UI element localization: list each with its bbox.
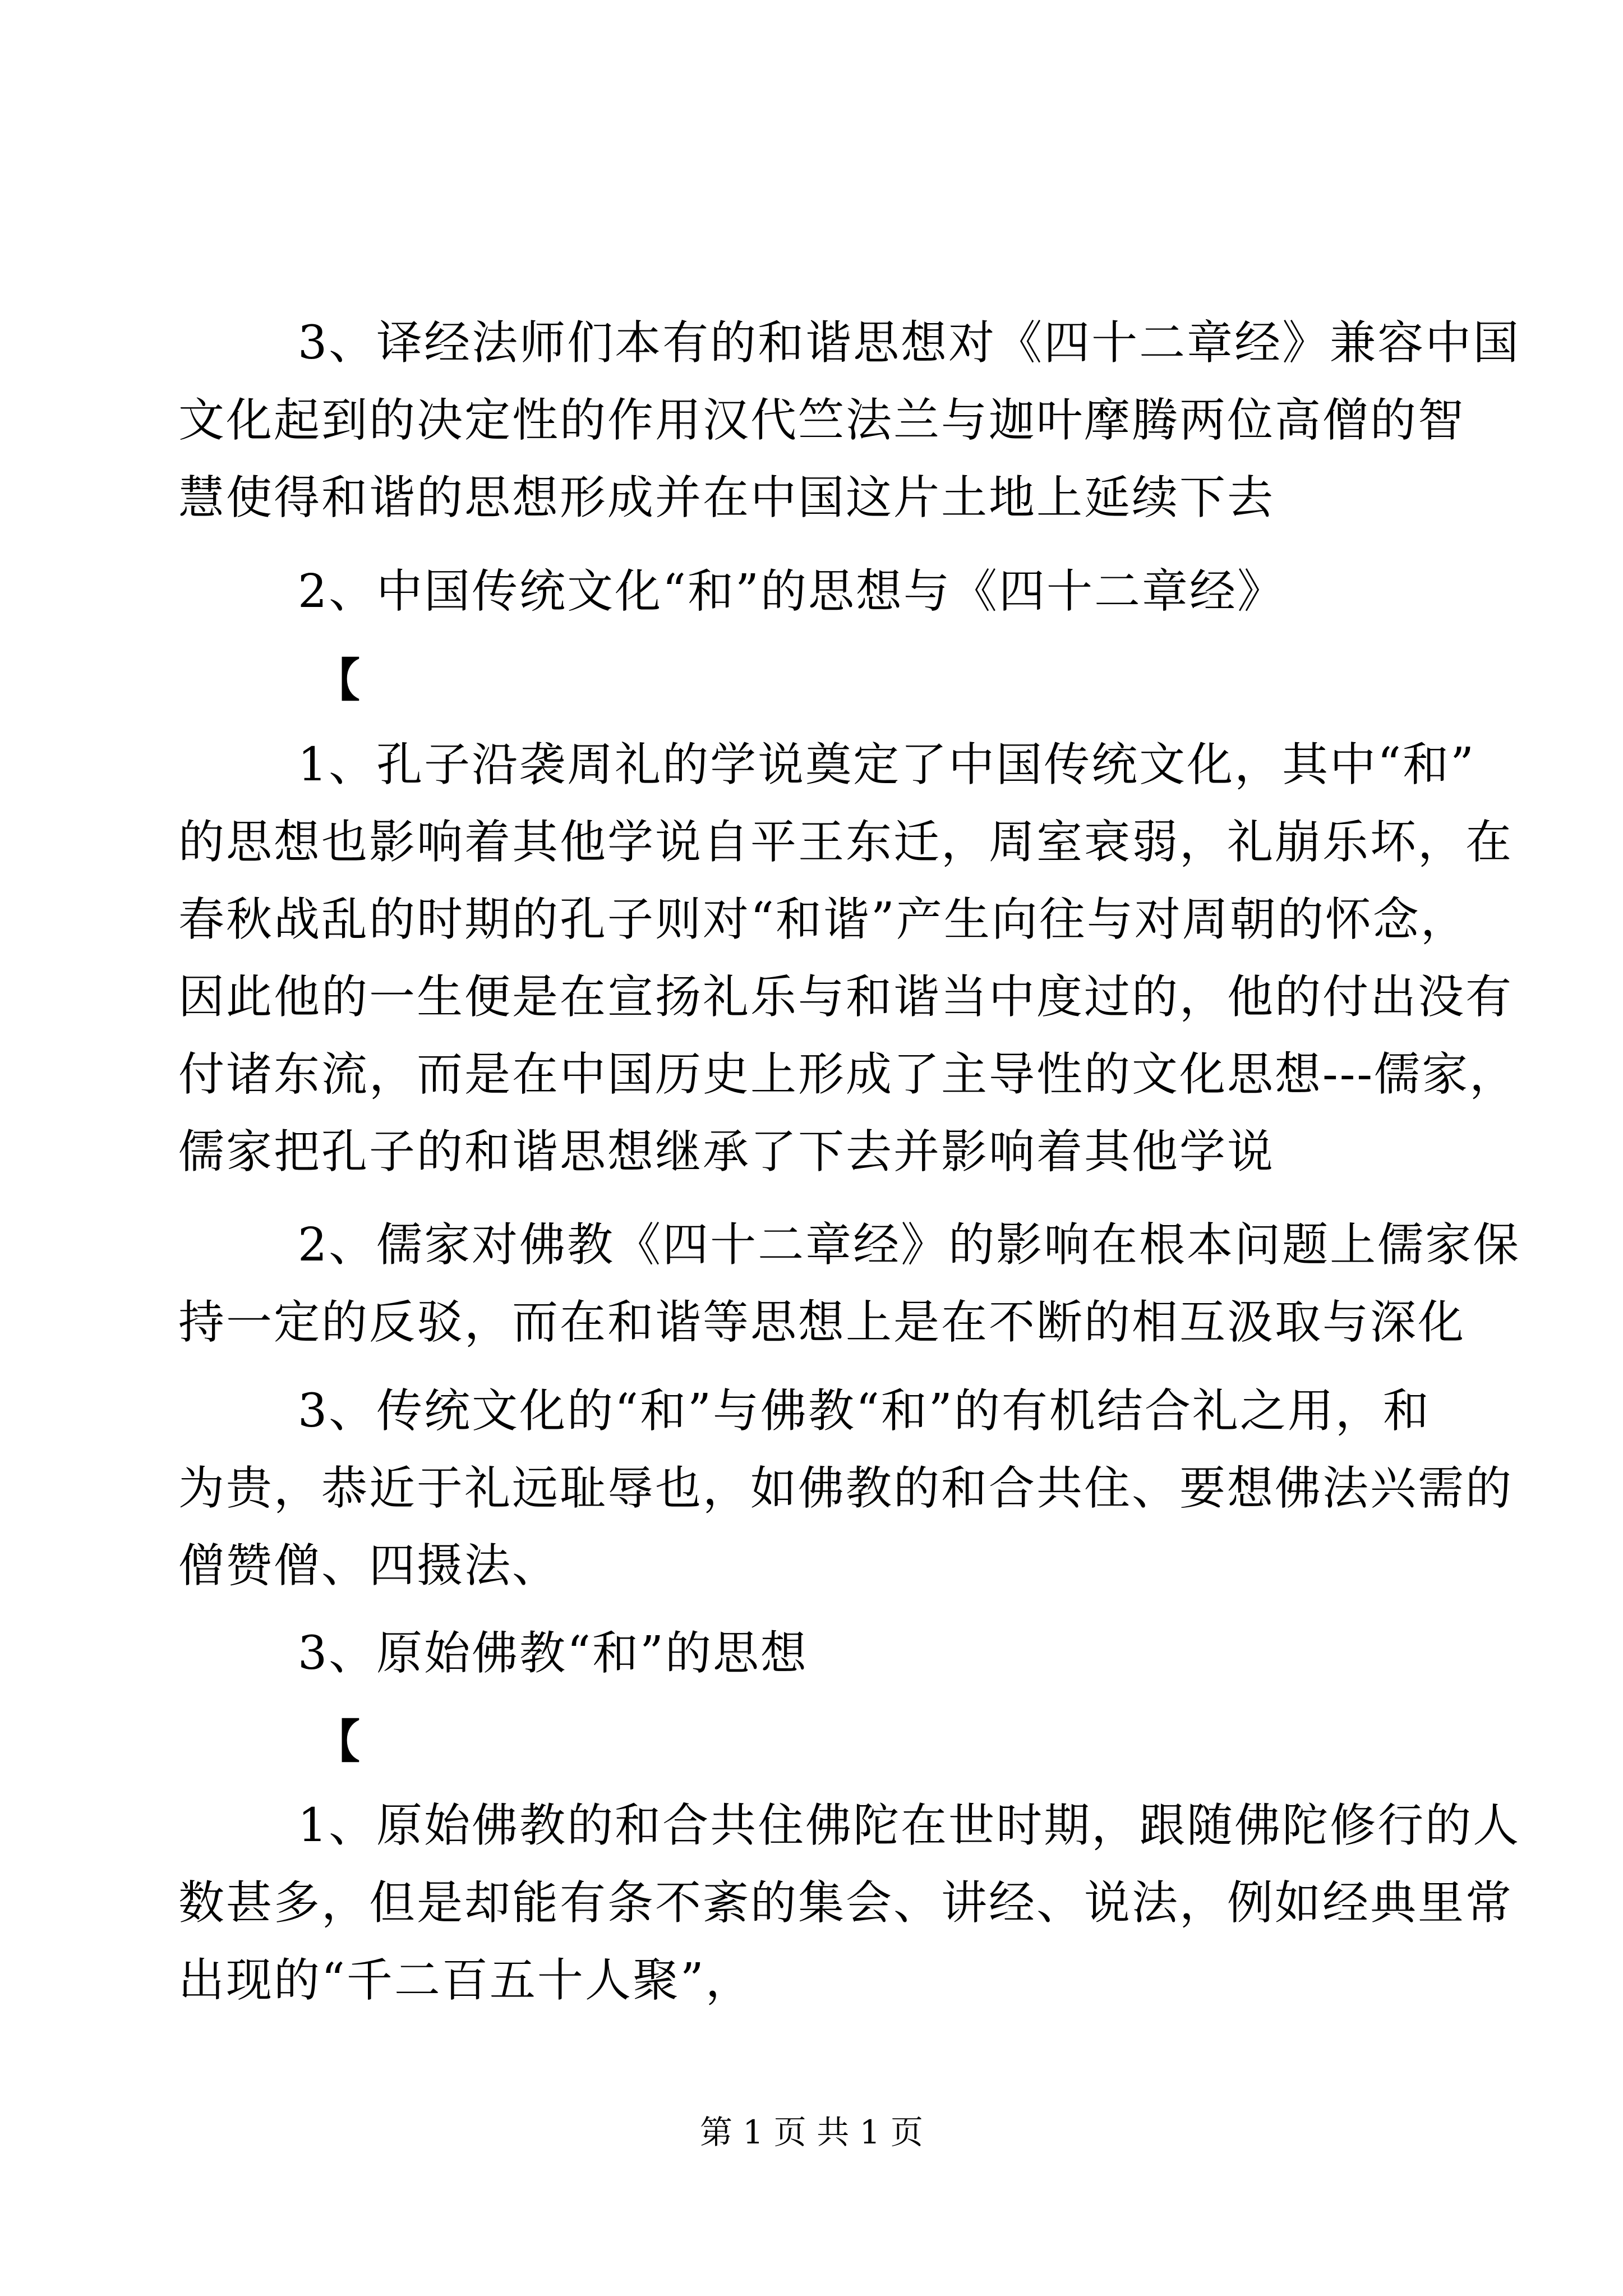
text-line-15: 为贵，恭近于礼远耻辱也，如佛教的和合共住、要想佛法兴需的 xyxy=(178,1462,1514,1515)
bracket-marker: 【 xyxy=(314,654,362,707)
text-line-8: 春秋战乱的时期的孔子则对“和谐”产生向往与对周朝的怀念， xyxy=(178,893,1468,946)
section-heading-3: 3、原始佛教“和”的思想 xyxy=(298,1627,809,1680)
text-line-7: 的思想也影响着其他学说自平王东迁，周室衰弱，礼崩乐坏，在 xyxy=(178,816,1514,869)
page-footer: 第 1 页 共 1 页 xyxy=(700,2113,923,2151)
text-line-13: 持一定的反驳，而在和谐等思想上是在不断的相互汲取与深化 xyxy=(178,1296,1466,1349)
text-line-12: 2、儒家对佛教《四十二章经》的影响在根本问题上儒家保 xyxy=(298,1218,1521,1272)
text-line-6: 1、孔子沿袭周礼的学说奠定了中国传统文化，其中“和” xyxy=(298,738,1476,792)
text-line-21: 出现的“千二百五十人聚”， xyxy=(178,1954,753,2007)
section-heading-2: 2、中国传统文化“和”的思想与《四十二章经》 xyxy=(298,565,1285,618)
text-line-16: 僧赞僧、四摄法、 xyxy=(178,1539,560,1593)
text-line-9: 因此他的一生便是在宣扬礼乐与和谐当中度过的，他的付出没有 xyxy=(178,970,1514,1024)
bracket-marker: 【 xyxy=(314,1715,362,1769)
text-line-2: 文化起到的决定性的作用汉代竺法兰与迦叶摩腾两位高僧的智 xyxy=(178,394,1466,447)
text-line-10: 付诸东流，而是在中国历史上形成了主导性的文化思想---儒家， xyxy=(178,1048,1518,1101)
text-line-14: 3、传统文化的“和”与佛教“和”的有机结合礼之用，和 xyxy=(298,1384,1431,1438)
text-line-20: 数甚多，但是却能有条不紊的集会、讲经、说法，例如经典里常 xyxy=(178,1876,1514,1930)
text-line-1: 3、译经法师们本有的和谐思想对《四十二章经》兼容中国 xyxy=(298,316,1521,370)
text-line-11: 儒家把孔子的和谐思想继承了下去并影响着其他学说 xyxy=(178,1125,1275,1179)
text-line-19: 1、原始佛教的和合共住佛陀在世时期，跟随佛陀修行的人 xyxy=(298,1799,1521,1852)
text-line-3: 慧使得和谐的思想形成并在中国这片土地上延续下去 xyxy=(178,471,1275,524)
